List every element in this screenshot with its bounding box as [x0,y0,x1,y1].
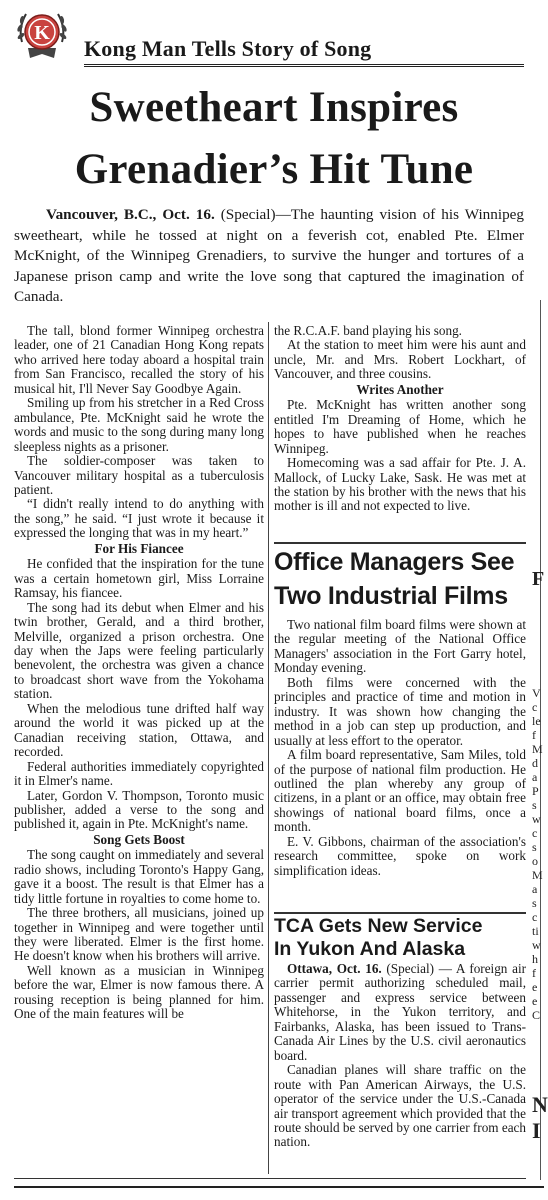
edge-letter: M [532,868,543,882]
edge-letter: C [532,1008,541,1022]
edge-letter: e [532,980,538,994]
headline-line-1: Sweetheart Inspires [89,84,459,131]
edge-letter: s [532,840,537,854]
subheading: Writes Another [356,381,444,397]
newspaper-logo [14,2,70,62]
edge-letter: c [532,910,538,924]
column-2 [274,324,526,514]
edge-letter: o [532,854,538,868]
adjacent-column-fragment [532,568,548,590]
edge-letter: F [532,568,545,590]
paragraph: Two national film board films were shown at the regular meeting of the National Office Managers' association in the Fort Garry hotel, Monday evening. [274,617,526,676]
edge-letter: w [532,938,541,952]
lead-paragraph [14,205,524,308]
edge-letter: a [532,770,538,784]
edge-letter: h [532,952,538,966]
paragraph: The tall, blond former Winnipeg orchestra leader, one of 21 Canadian Hong Kong repats who arrived here today aboard a hospital train from San Francisco, recalled the story of his musical hit, I'll Never Say Goodbye Again. [14,323,264,396]
paragraph: The song caught on immediately and several radio shows, including Toronto's Happy Gang, gave it a boost. The result is that Elmer has a tidy little fortune in royalties to come home to. [14,847,264,906]
lead-text: (Special)—The haunting vision of his Winnipeg sweetheart, while he tossed at night on a feverish cot, enabled Pte. Elmer McKnight, of the Winnipeg Grenadiers, to survive the hunger and tortures of a Japanese prison camp and write the love song that captured the imagination of Canada. [14,206,525,306]
column-divider [268,322,269,1174]
paragraph: “I didn't really intend to do anything with the song,” he said. “I just wrote it because it expressed the longing that was in my heart.” [14,496,264,541]
edge-letter: le [532,714,541,728]
paragraph: the R.C.A.F. band playing his song. [274,323,462,338]
tca-dateline: Ottawa, Oct. 16. [287,961,382,976]
edge-letter: s [532,798,537,812]
edge-letter: c [532,826,538,840]
page-edge-rule [14,1186,544,1188]
tca-headline-2: In Yukon And Alaska [274,938,466,960]
paragraph: (Special) — A foreign air carrier permit authorizing scheduled mail, passenger and express service between Whitehorse, in the Yukon territory, and Fairbanks, Alaska, has been issued to Trans-Canada Air Lines by the U.S. civil aeronautics board. [274,961,526,1063]
paragraph: Homecoming was a sad affair for Pte. J. A. Mallock, of Lucky Lake, Sask. He was met at the station by his brother with the news that his mother is ill and not expected to live. [274,455,526,514]
story-divider [274,542,526,544]
kicker-headline: Kong Man Tells Story of Song [84,36,372,61]
subheading: Song Gets Boost [93,831,185,847]
edge-letter: s [532,896,537,910]
paragraph: A film board representative, Sam Miles, told of the purpose of national film production. He outlined the plan whereby any group of citizens, in a plant or an office, may obtain free showings of national board films, once a month. [274,747,526,835]
paragraph: Both films were concerned with the principles and practice of time and motion in industry. It was shown how changing the method in a job can step up production, and usually at less effort to the operator. [274,674,526,748]
edge-letter: a [532,882,538,896]
paragraph: At the station to meet him were his aunt and uncle, Mr. and Mrs. Robert Lockhart, of Vancouver, and three cousins. [274,337,526,382]
edge-letter: ti [532,924,539,938]
paragraph: Federal authorities immediately copyrighted it in Elmer's name. [14,758,264,789]
edge-letter: c [532,700,538,714]
edge-letter: I [532,1118,541,1143]
paragraph: The song had its debut when Elmer and his twin brother, Gerald, and a third brother, Melville, organized a prison orchestra. One day when the Japs were feeling particularly benevolent, the orchestra was given a chance to broadcast short wave from the Yokohama station. [14,599,264,702]
paragraph: He confided that the inspiration for the tune was a certain hometown girl, Miss Lorraine Ramsay, his fiancee. [14,556,264,601]
edge-letter: f [532,728,536,742]
paragraph: Smiling up from his stretcher in a Red Cross ambulance, Pte. McKnight said he wrote the words and music to the song during many long sleepless nights as a prisoner. [14,395,264,454]
edge-letter: N [532,1092,548,1117]
edge-letter: P [532,784,539,798]
subheading: For His Fiancee [94,540,184,556]
paragraph: Later, Gordon V. Thompson, Toronto music publisher, added a verse to the song and published it, again in Pte. McKnight's name. [14,787,264,832]
paragraph: Well known as a musician in Winnipeg before the war, Elmer is now famous there. A rousing reception is being planned for him. One of the main features will be [14,962,264,1022]
edge-letter: e [532,994,538,1008]
edge-letter: M [532,742,543,756]
headline-line-2: Grenadier’s Hit Tune [74,146,474,193]
office-managers-headline-2: Two Industrial Films [274,582,508,610]
edge-letter: V [532,686,541,700]
adjacent-column-fragment [532,1092,548,1144]
tca-story [274,962,526,1150]
paragraph: Canadian planes will share traffic on the route with Pan American Airways, the U.S. operator of the service under the U.S.-Canada air transport agreement which provided that the route should be served by one carrier from each nation. [274,1062,526,1150]
edge-letter: d [532,756,538,770]
tca-headline-1: TCA Gets New Service [274,915,483,937]
paragraph: E. V. Gibbons, chairman of the association's research committee, spoke on work simplification ideas. [274,833,526,878]
paragraph: When the melodious tune drifted half way around the world it was picked up at the Canadian receiving station, Ottawa, and recorded. [14,700,264,760]
logo-letter: K [34,22,50,44]
paragraph: The soldier-composer was taken to Vancouver military hospital as a tuberculosis patient. [14,453,264,497]
adjacent-column-fragment [532,686,548,1022]
column-1 [14,324,264,1022]
bottom-rule [14,1178,526,1179]
paragraph: The three brothers, all musicians, joined up together in Winnipeg and were together until they were liberated. Elmer is the first home. He doesn't know when his brothers will arrive. [14,905,264,964]
office-managers-headline-1: Office Managers See [274,548,515,576]
edge-letter: w [532,812,541,826]
kicker-rule [84,64,524,67]
office-managers-story [274,618,526,878]
edge-letter: f [532,966,536,980]
lead-dateline: Vancouver, B.C., Oct. 16. [46,206,215,223]
paragraph: Pte. McKnight has written another song entitled I'm Dreaming of Home, which he hopes to have published when he reaches Winnipeg. [274,397,526,456]
